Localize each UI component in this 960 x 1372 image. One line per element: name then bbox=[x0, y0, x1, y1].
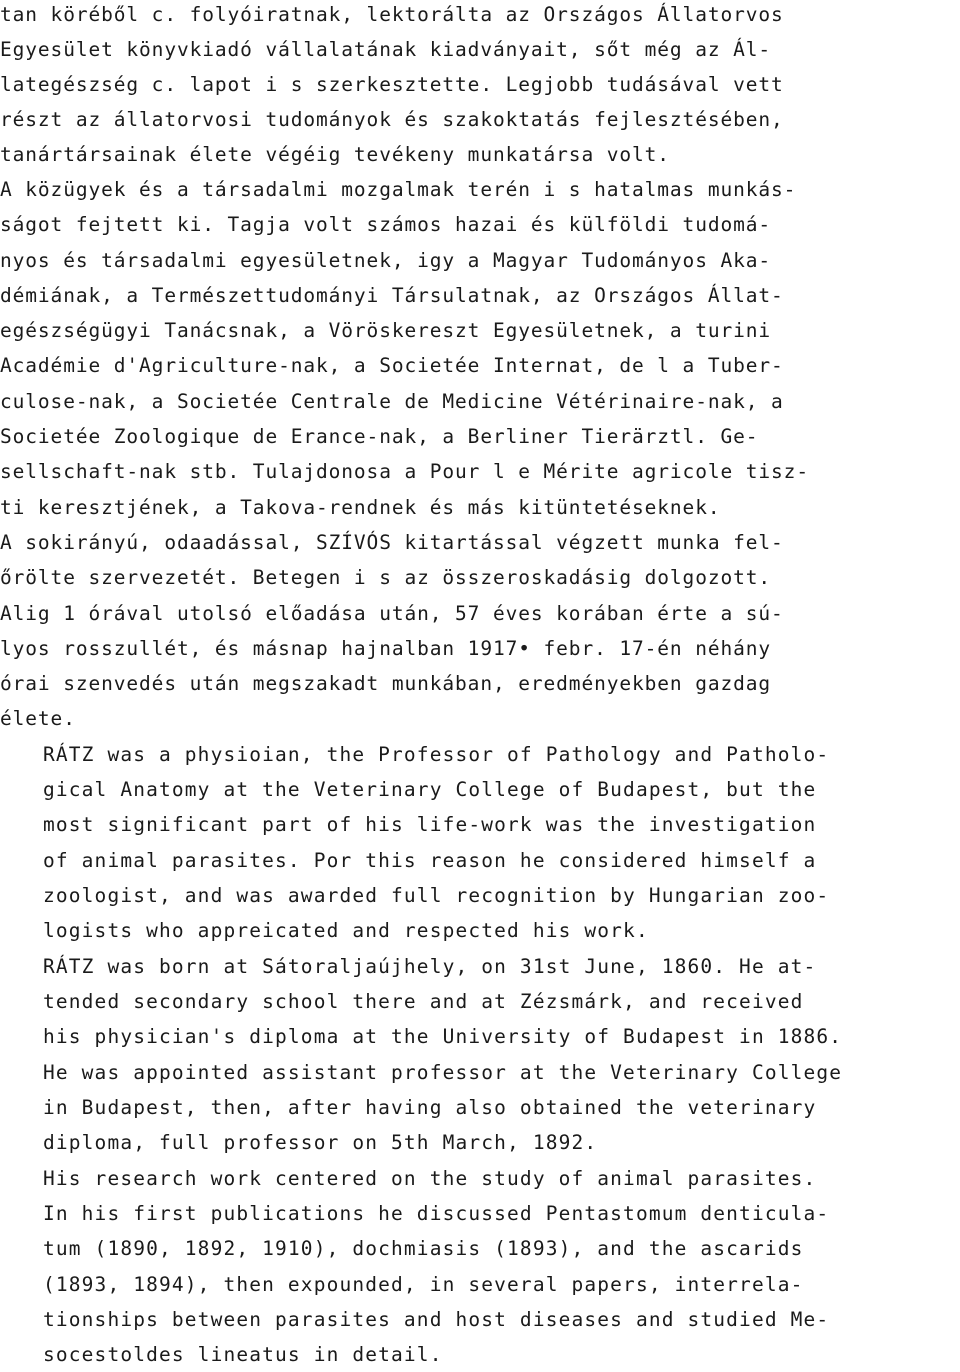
hungarian-line-19: lyos rosszullét, és másnap hajnalban 1917• febr. 17-én néhány bbox=[0, 637, 772, 660]
english-line-10: He was appointed assistant professor at the Veterinary College bbox=[43, 1061, 843, 1084]
english-line-14: In his first publications he discussed Pentastomum denticula- bbox=[43, 1202, 830, 1225]
english-line-6: logists who appreicated and respected his work. bbox=[43, 919, 649, 942]
english-line-15: tum (1890, 1892, 1910), dochmiasis (1893), and the ascarids bbox=[43, 1237, 804, 1260]
hungarian-line-2: Egyesület könyvkiadó vállalatának kiadványait, sőt még az Ál- bbox=[0, 38, 772, 61]
english-line-11: in Budapest, then, after having also obtained the veterinary bbox=[43, 1096, 817, 1119]
hungarian-line-18: Alig 1 órával utolsó előadása után, 57 éves korában érte a sú- bbox=[0, 602, 784, 625]
hungarian-line-17: őrölte szervezetét. Betegen i s az összeroskadásig dolgozott. bbox=[0, 566, 772, 589]
hungarian-line-7: ságot fejtett ki. Tagja volt számos hazai és külföldi tudomá- bbox=[0, 213, 772, 236]
english-line-3: most significant part of his life-work was the investigation bbox=[43, 813, 817, 836]
english-line-7: RÁTZ was born at Sátoraljaújhely, on 31st June, 1860. He at- bbox=[43, 955, 817, 978]
english-line-17: tionships between parasites and host diseases and studied Me- bbox=[43, 1308, 830, 1331]
english-line-2: gical Anatomy at the Veterinary College of Budapest, but the bbox=[43, 778, 817, 801]
english-line-5: zoologist, and was awarded full recognition by Hungarian zoo- bbox=[43, 884, 830, 907]
english-line-4: of animal parasites. Por this reason he considered himself a bbox=[43, 849, 817, 872]
hungarian-line-11: Académie d'Agriculture-nak, a Societée Internat, de l a Tuber- bbox=[0, 354, 784, 377]
english-line-13: His research work centered on the study of animal parasites. bbox=[43, 1167, 817, 1190]
hungarian-line-8: nyos és társadalmi egyesületnek, igy a Magyar Tudományos Aka- bbox=[0, 249, 772, 272]
hungarian-line-16: A sokirányú, odaadással, SZÍVÓS kitartással végzett munka fel- bbox=[0, 531, 784, 554]
hungarian-line-10: egészségügyi Tanácsnak, a Vöröskereszt Egyesületnek, a turini bbox=[0, 319, 772, 342]
english-line-1: RÁTZ was a physioian, the Professor of Pathology and Patholo- bbox=[43, 743, 830, 766]
hungarian-line-14: sellschaft-nak stb. Tulajdonosa a Pour l e Mérite agricole tisz- bbox=[0, 460, 809, 483]
english-line-8: tended secondary school there and at Zézsmárk, and received bbox=[43, 990, 804, 1013]
hungarian-line-6: A közügyek és a társadalmi mozgalmak terén i s hatalmas munkás- bbox=[0, 178, 797, 201]
english-line-9: his physician's diploma at the University of Budapest in 1886. bbox=[43, 1025, 843, 1048]
hungarian-line-13: Societée Zoologique de Erance-nak, a Berliner Tierärztl. Ge- bbox=[0, 425, 759, 448]
hungarian-line-20: órai szenvedés után megszakadt munkában, eredményekben gazdag bbox=[0, 672, 772, 695]
hungarian-line-5: tanártársainak élete végéig tevékeny munkatársa volt. bbox=[0, 143, 670, 166]
hungarian-line-4: részt az állatorvosi tudományok és szakoktatás fejlesztésében, bbox=[0, 108, 784, 131]
hungarian-line-3: lategészség c. lapot i s szerkesztette. Legjobb tudásával vett bbox=[0, 73, 784, 96]
english-line-16: (1893, 1894), then expounded, in several papers, interrela- bbox=[43, 1273, 804, 1296]
english-line-18: socestoldes lineatus in detail. bbox=[43, 1343, 443, 1366]
hungarian-line-15: ti keresztjének, a Takova-rendnek és más kitüntetéseknek. bbox=[0, 496, 721, 519]
hungarian-line-21: élete. bbox=[0, 707, 76, 730]
hungarian-line-9: démiának, a Természettudományi Társulatnak, az Országos Állat- bbox=[0, 284, 784, 307]
hungarian-line-12: culose-nak, a Societée Centrale de Medicine Vétérinaire-nak, a bbox=[0, 390, 784, 413]
hungarian-line-1: tan köréből c. folyóiratnak, lektorálta az Országos Állatorvos bbox=[0, 3, 784, 26]
english-line-12: diploma, full professor on 5th March, 1892. bbox=[43, 1131, 598, 1154]
